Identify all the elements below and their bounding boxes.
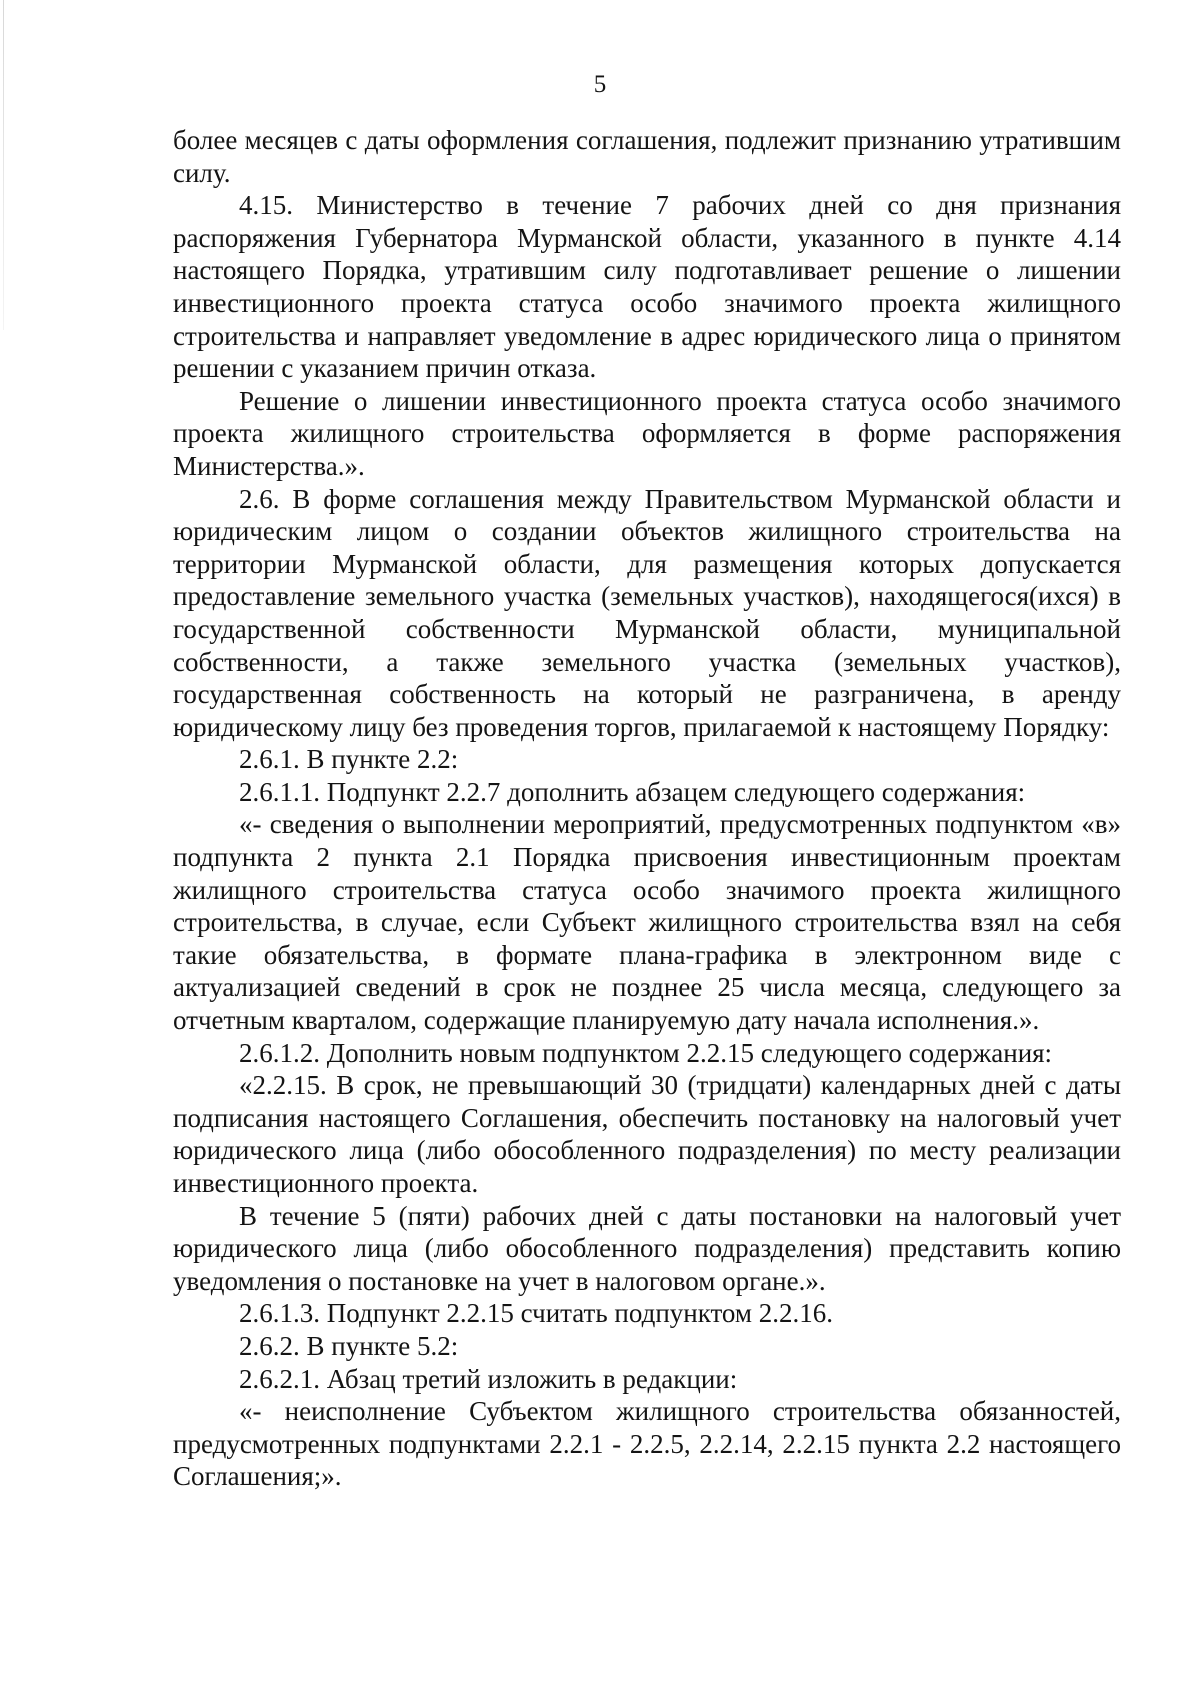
paragraph-quote-information: «- сведения о выполнении мероприятий, предусмотренных подпунктом «в» подпункта 2 пункта 2.1 Порядка присвоения инвестиционным проектам жилищного строительства статуса особо значимого проекта жилищного строительства, в случае, если Субъект жилищного строительства взял на себя такие обязательства, в формате плана-графика в электронном виде с актуализацией сведений в срок не позднее 25 числа месяца, следующего за отчетным кварталом, содержащие планируемую дату начала исполнения.». bbox=[173, 809, 1121, 1036]
paragraph-five-days: В течение 5 (пяти) рабочих дней с даты постановки на налоговый учет юридического лица (либо обособленного подразделения) представить копию уведомления о постановке на учет в налоговом органе.». bbox=[173, 1200, 1121, 1296]
paragraph-2-6-1-3: 2.6.1.3. Подпункт 2.2.15 считать подпунктом 2.2.16. bbox=[239, 1298, 833, 1329]
paragraph-quote-non-fulfillment: «- неисполнение Субъектом жилищного строительства обязанностей, предусмотренных подпунктами 2.2.1 - 2.2.5, 2.2.14, 2.2.15 пункта 2.2 настоящего Соглашения;». bbox=[173, 1396, 1121, 1492]
paragraph-2-6: 2.6. В форме соглашения между Правительством Мурманской области и юридическим лицом о создании объектов жилищного строительства на территории Мурманской области, для размещения которых допускается предоставление земельного участка (земельных участков), находящегося(ихся) в государственной собственности Мурманской области, муниципальной собственности, а также земельного участка (земельных участков), государственная собственность на который не разграничена, в аренду юридическому лицу без проведения торгов, прилагаемой к настоящему Порядку: bbox=[173, 483, 1121, 742]
paragraph-2-6-2: 2.6.2. В пункте 5.2: bbox=[239, 1330, 459, 1361]
paragraph-continuation: более месяцев с даты оформления соглашения, подлежит признанию утратившим силу. bbox=[173, 125, 1121, 188]
paragraph-quote-2-2-15: «2.2.15. В срок, не превышающий 30 (тридцати) календарных дней с даты подписания настоящего Соглашения, обеспечить постановку на налоговый учет юридического лица (либо обособленного подразделения) по месту реализации инвестиционного проекта. bbox=[173, 1070, 1121, 1198]
paragraph-4-15: 4.15. Министерство в течение 7 рабочих дней со дня признания распоряжения Губернатора Мурманской области, указанного в пункте 4.14 настоящего Порядка, утратившим силу подготавливает решение о лишении инвестиционного проекта статуса особо значимого проекта жилищного строительства и направляет уведомление в адрес юридического лица о принятом решении с указанием причин отказа. bbox=[173, 190, 1121, 384]
document-body bbox=[173, 124, 1121, 1493]
scan-edge-line bbox=[3, 0, 4, 330]
paragraph-decision: Решение о лишении инвестиционного проекта статуса особо значимого проекта жилищного строительства оформляется в форме распоряжения Министерства.». bbox=[173, 385, 1121, 481]
paragraph-2-6-2-1: 2.6.2.1. Абзац третий изложить в редакции: bbox=[239, 1363, 738, 1394]
paragraph-2-6-1: 2.6.1. В пункте 2.2: bbox=[239, 744, 459, 775]
page-number: 5 bbox=[593, 71, 607, 98]
paragraph-2-6-1-2: 2.6.1.2. Дополнить новым подпунктом 2.2.15 следующего содержания: bbox=[239, 1037, 1053, 1068]
paragraph-2-6-1-1: 2.6.1.1. Подпункт 2.2.7 дополнить абзацем следующего содержания: bbox=[239, 776, 1026, 807]
